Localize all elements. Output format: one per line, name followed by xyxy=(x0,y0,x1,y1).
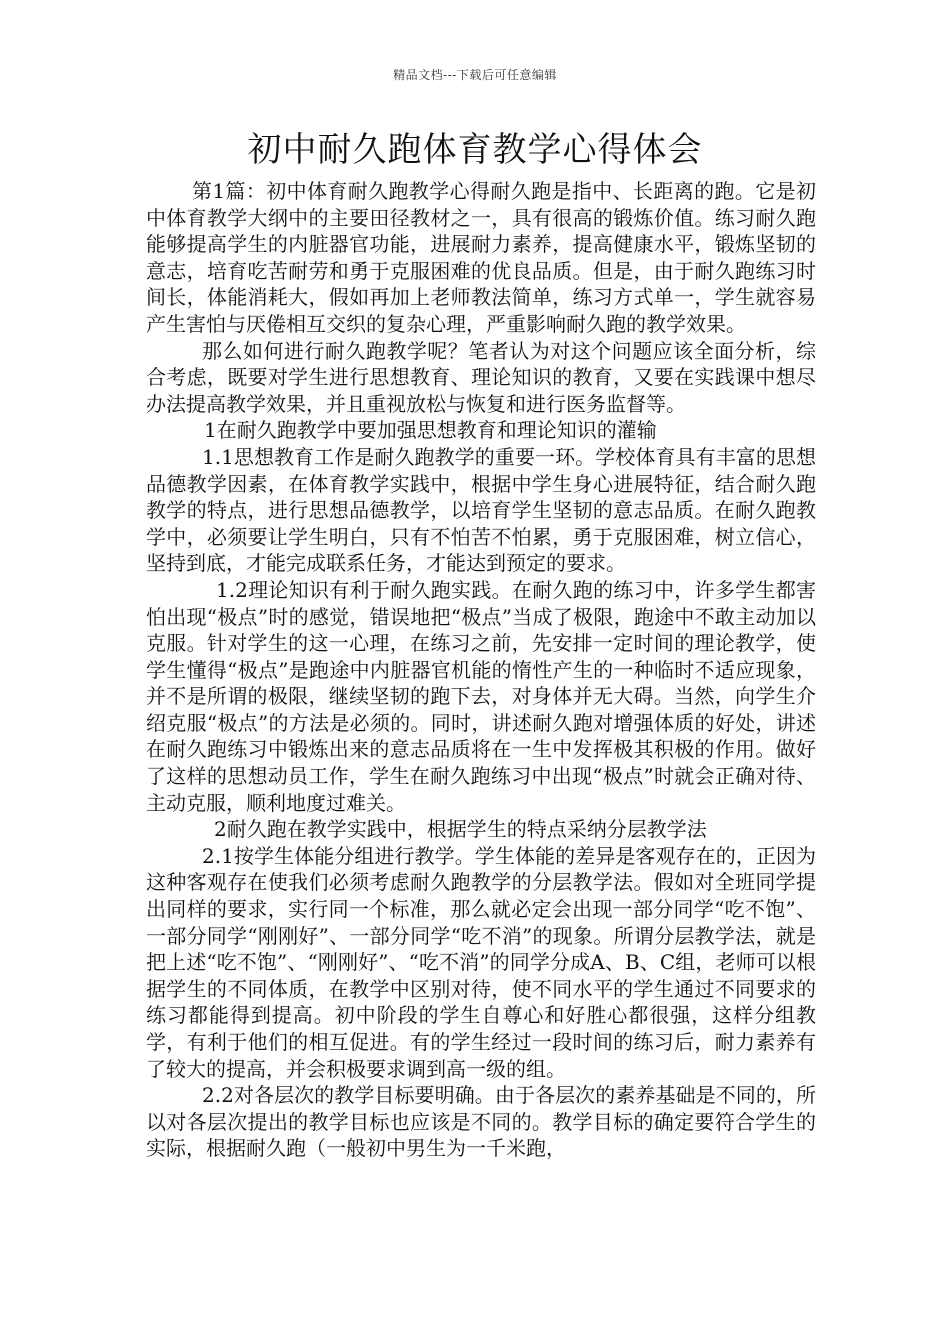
paragraph-1-1: 1.1思想教育工作是耐久跑教学的重要一环。学校体育具有丰富的思想品德教学因素，在体育教学实践中，根据中学生身心进展特征，结合耐久跑教学的特点，进行思想品德教学，以培育学生坚韧的意志品质。在耐久跑教学中，必须要让学生明白，只有不怕苦不怕累，勇于克服困难，树立信心，坚持到底，才能完成联系任务，才能达到预定的要求。 xyxy=(146,444,816,576)
section-heading-2: 2耐久跑在教学实践中，根据学生的特点采纳分层教学法 xyxy=(214,817,707,842)
paragraph-intro: 第1篇：初中体育耐久跑教学心得耐久跑是指中、长距离的跑。它是初中体育教学大纲中的主要田径教材之一，具有很高的锻炼价值。练习耐久跑能够提高学生的内脏器官功能，进展耐力素养，提高健康水平，锻炼坚韧的意志，培育吃苦耐劳和勇于克服困难的优良品质。但是，由于耐久跑练习时间长，体能消耗大，假如再加上老师教法简单，练习方式单一，学生就容易产生害怕与厌倦相互交织的复杂心理，严重影响耐久跑的教学效果。 xyxy=(146,179,816,336)
document-title: 初中耐久跑体育教学心得体会 xyxy=(247,130,703,170)
header-note: 精品文档---下载后可任意编辑 xyxy=(393,68,557,82)
document-body xyxy=(146,178,816,1162)
paragraph-2-2: 2.2对各层次的教学目标要明确。由于各层次的素养基础是不同的，所以对各层次提出的教学目标也应该是不同的。教学目标的确定要符合学生的实际，根据耐久跑（一般初中男生为一千米跑， xyxy=(146,1083,816,1161)
paragraph-question: 那么如何进行耐久跑教学呢？笔者认为对这个问题应该全面分析，综合考虑，既要对学生进行思想教育、理论知识的教育，又要在实践课中想尽办法提高教学效果，并且重视放松与恢复和进行医务监督等。 xyxy=(146,338,816,416)
section-heading-1: 1在耐久跑教学中要加强思想教育和理论知识的灌输 xyxy=(204,418,657,443)
paragraph-2-1: 2.1按学生体能分组进行教学。学生体能的差异是客观存在的，正因为这种客观存在使我们必须考虑耐久跑教学的分层教学法。假如对全班同学提出同样的要求，实行同一个标准，那么就必定会出现一部分同学“吃不饱”、一部分同学“刚刚好”、一部分同学“吃不消”的现象。所谓分层教学法，就是把上述“吃不饱”、“刚刚好”、“吃不消”的同学分成A、B、C组，老师可以根据学生的不同体质，在教学中区别对待，使不同水平的学生通过不同要求的练习都能得到提高。初中阶段的学生自尊心和好胜心都很强，这样分组教学，有利于他们的相互促进。有的学生经过一段时间的练习后，耐力素养有了较大的提高，并会积极要求调到高一级的组。 xyxy=(146,843,816,1081)
paragraph-1-2: 1.2理论知识有利于耐久跑实践。在耐久跑的练习中，许多学生都害怕出现“极点”时的感觉，错误地把“极点”当成了极限，跑途中不敢主动加以克服。针对学生的这一心理，在练习之前，先安排一定时间的理论教学，使学生懂得“极点”是跑途中内脏器官机能的惰性产生的一种临时不适应现象，并不是所谓的极限，继续坚韧的跑下去，对身体并无大碍。当然，向学生介绍克服“极点”的方法是必须的。同时，讲述耐久跑对增强体质的好处，讲述在耐久跑练习中锻炼出来的意志品质将在一生中发挥极其积极的作用。做好了这样的思想动员工作，学生在耐久跑练习中出现“极点”时就会正确对待、主动克服，顺利地度过难关。 xyxy=(146,577,816,815)
